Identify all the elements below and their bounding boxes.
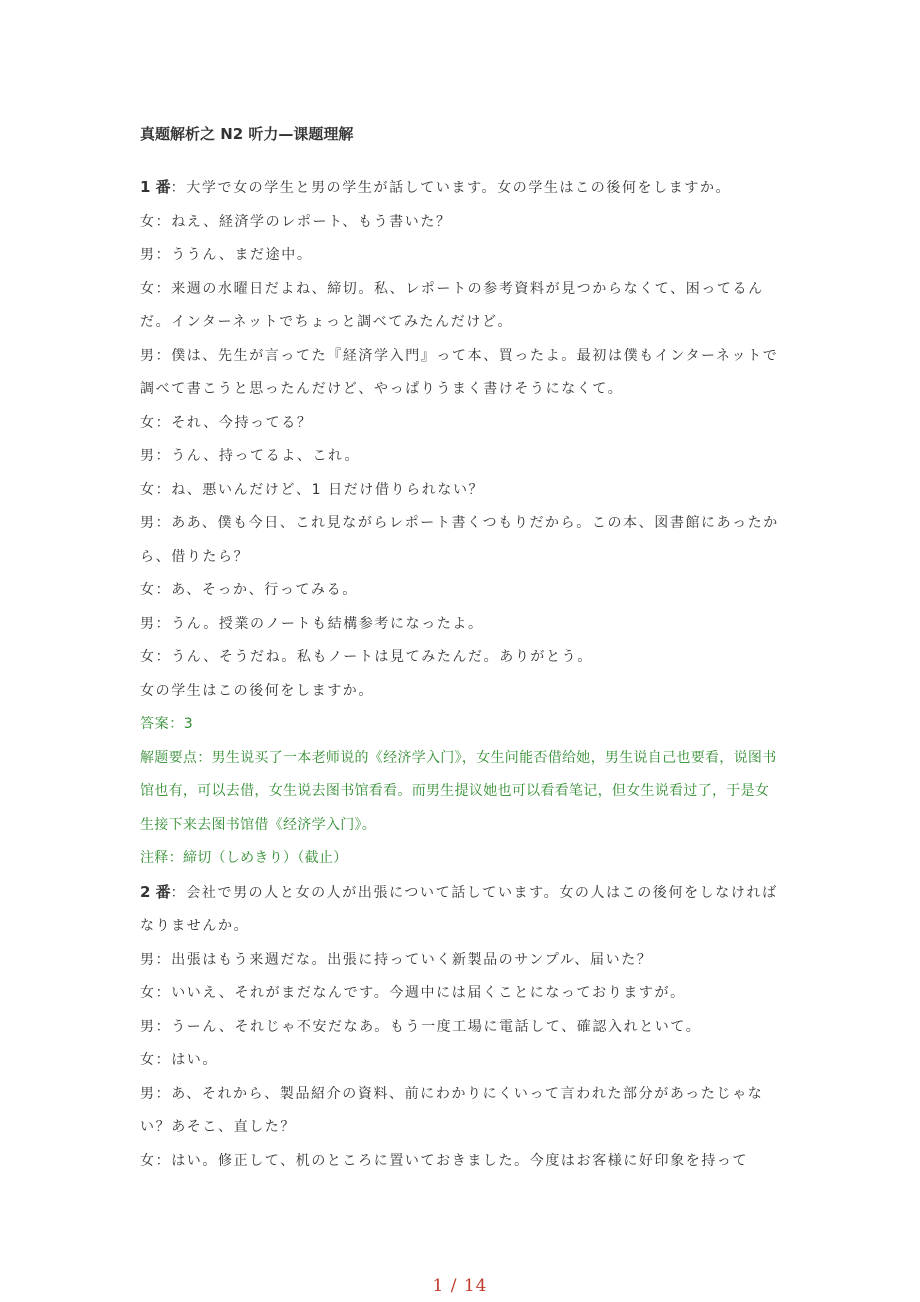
- question-1: [140, 171, 780, 876]
- analysis-text: 解题要点：男生说买了一本老师说的《经济学入门》，女生问能否借给她，男生说自己也要看，说图书馆也有，可以去借，女生说去图书馆看看。而男生提议她也可以看看笔记，但女生说看过了，于是女生接下来去图书馆借《经济学入门》。: [140, 749, 777, 833]
- dialogue-line: 女：来週の水曜日だよね、締切。私、レポートの参考資料が見つからなくて、困ってるんだ。インターネットでちょっと調べてみたんだけど。: [140, 280, 764, 330]
- question-2: [140, 876, 780, 1179]
- dialogue-line: 女：はい。修正して、机のところに置いておきました。今度はお客様に好印象を持って: [140, 1152, 749, 1169]
- dialogue-line: 男：うーん、それじゃ不安だなあ。もう一度工場に電話して、確認入れといて。: [140, 1018, 702, 1035]
- dialogue-line: 女：はい。: [140, 1052, 218, 1068]
- question-1-number: 1 番: [140, 178, 171, 196]
- note-text: 注释：締切（しめきり）（截止）: [140, 850, 348, 866]
- dialogue-line: 男：ううん、まだ途中。: [140, 247, 313, 263]
- dialogue-line: 女：それ、今持ってる？: [140, 414, 313, 431]
- question-2-prompt: ：会社で男の人と女の人が出張について話しています。女の人はこの後何をしなければなりませんか。: [140, 884, 778, 934]
- question-1-heading: [140, 171, 780, 206]
- question-1-prompt: ：大学で女の学生と男の学生が話しています。女の学生はこの後何をしますか。: [170, 180, 732, 196]
- dialogue-line: 男：ああ、僕も今日、これ見ながらレポート書くつもりだから。この本、図書館にあったから、借りたら？: [140, 515, 779, 565]
- dialogue-line: 女：ねえ、経済学のレポート、もう書いた？: [140, 213, 452, 230]
- dialogue-line: 女：ね、悪いんだけど、1 日だけ借りられない？: [140, 481, 485, 498]
- dialogue-line: 男：あ、それから、製品紹介の資料、前にわかりにくいって言われた部分があったじゃない？あそこ、直した？: [140, 1085, 764, 1135]
- question-2-heading: [140, 876, 780, 944]
- dialogue-line: 女：いいえ、それがまだなんです。今週中には届くことになっておりますが。: [140, 985, 686, 1001]
- question-2-number: 2 番: [140, 882, 171, 901]
- document-title: 真题解析之 N2 听力—课题理解: [140, 125, 354, 143]
- dialogue-line: 男：出張はもう来週だな。出張に持っていく新製品のサンプル、届いた？: [140, 951, 653, 968]
- dialogue-line: 男：僕は、先生が言ってた『経済学入門』って本、買ったよ。最初は僕もインターネットで調べて書こうと思ったんだけど、やっぱりうまく書けそうになくて。: [140, 347, 779, 397]
- answer-text: 答案：3: [140, 716, 194, 732]
- page-indicator: 1 / 14: [432, 1276, 488, 1296]
- dialogue-line: 男：うん、持ってるよ、これ。: [140, 448, 361, 464]
- dialogue-line: 女：あ、そっか、行ってみる。: [140, 582, 358, 598]
- dialogue-line: 男：うん。授業のノートも結構参考になったよ。: [140, 615, 484, 632]
- dialogue-line: 女：うん、そうだね。私もノートは見てみたんだ。ありがとう。: [140, 649, 593, 665]
- question-repeat: 女の学生はこの後何をしますか。: [140, 682, 374, 699]
- document-body: [140, 118, 780, 1178]
